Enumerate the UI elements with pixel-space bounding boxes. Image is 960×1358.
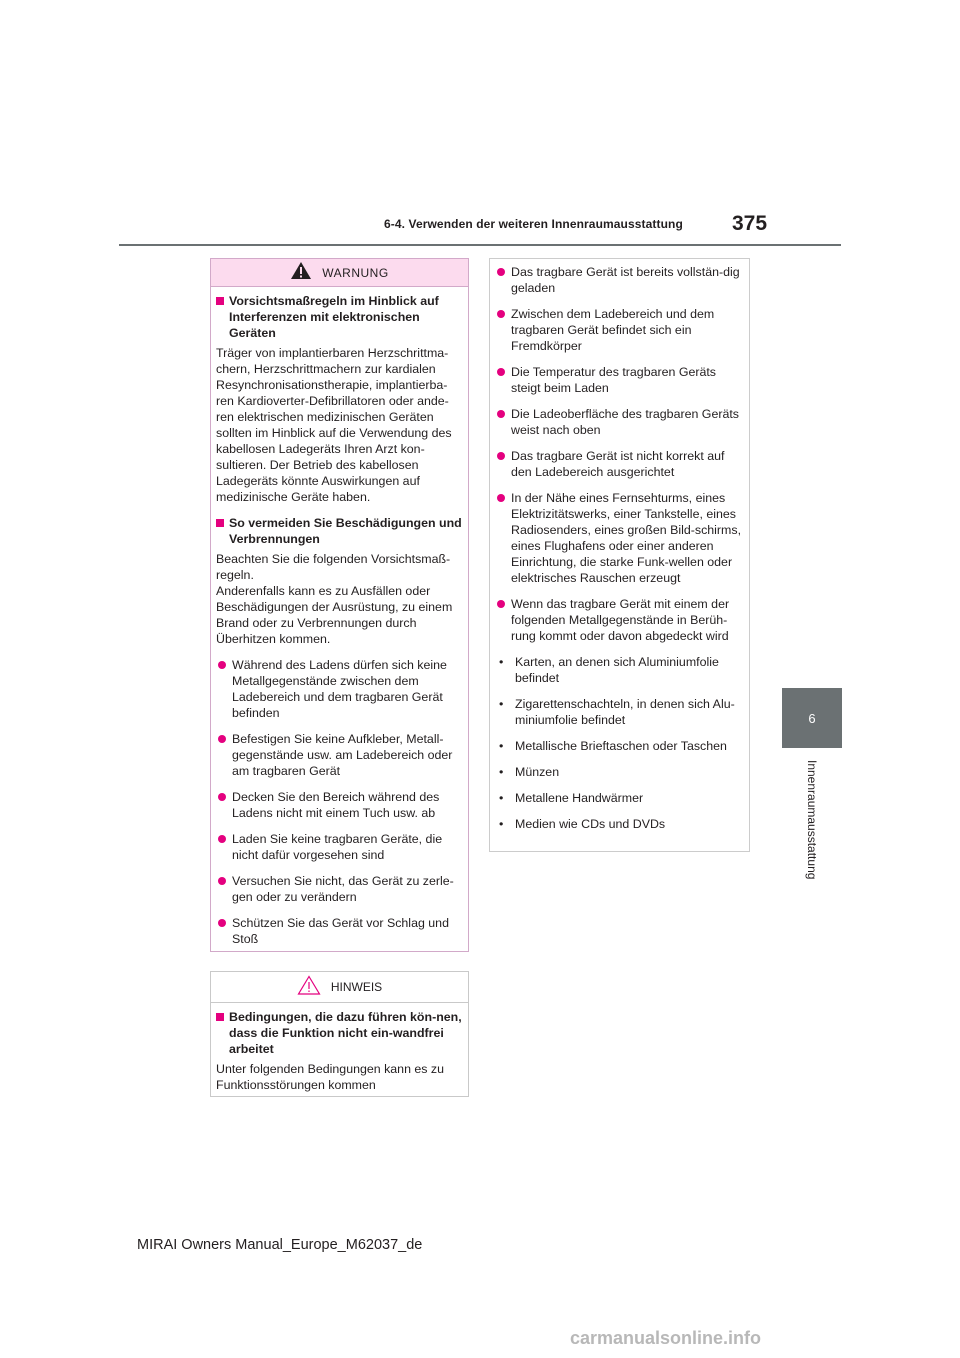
list-item: Decken Sie den Bereich während des Ladens nicht mit einem Tuch usw. ab	[216, 789, 462, 821]
dot-bullet-icon	[497, 310, 505, 318]
footer-text: MIRAI Owners Manual_Europe_M62037_de	[137, 1237, 423, 1253]
sub-list-item: • Medien wie CDs und DVDs	[499, 817, 666, 831]
chapter-label: Innenraumausstattung	[805, 760, 819, 880]
notice-box	[210, 971, 469, 1097]
list-item: Laden Sie keine tragbaren Geräte, die nicht dafür vorgesehen sind	[216, 831, 462, 863]
conditions-box	[489, 258, 750, 852]
dot-bullet-icon	[497, 452, 505, 460]
list-item: Während des Ladens dürfen sich keine Metallgegenstände zwischen dem Ladebereich und dem tragbaren Gerät befinden	[216, 657, 462, 721]
square-bullet-icon	[216, 297, 224, 305]
sub-list-item: • Münzen	[499, 765, 560, 779]
list-item: Das tragbare Gerät ist bereits vollstän-dig geladen	[495, 264, 743, 296]
notice-paragraph: Unter folgenden Bedingungen kann es zu Funktionsstörungen kommen	[216, 1062, 445, 1092]
dot-bullet-icon	[218, 735, 226, 743]
warning-title: WARNUNG	[322, 265, 389, 280]
dot-bullet-icon	[497, 368, 505, 376]
dot-bullet-icon	[218, 877, 226, 885]
square-bullet-icon	[216, 1013, 224, 1021]
list-item: Die Ladeoberfläche des tragbaren Geräts weist nach oben	[495, 406, 743, 438]
warning-paragraph: Beachten Sie die folgenden Vorsichtsmaß-regeln. Anderenfalls kann es zu Ausfällen oder Beschädigungen der Ausrüstung, zu einem Brand oder zu Verbrennungen durch Überhitzen kommen.	[216, 552, 453, 646]
dot-bullet-icon	[497, 600, 505, 608]
dot-bullet-icon	[218, 835, 226, 843]
list-item: Die Temperatur des tragbaren Geräts steigt beim Laden	[495, 364, 743, 396]
dot-bullet-icon	[218, 661, 226, 669]
notice-heading: Bedingungen, die dazu führen kön-nen, dass die Funktion nicht ein-wandfrei arbeitet	[216, 1009, 462, 1057]
header-divider	[119, 244, 841, 246]
sub-list-item: • Karten, an denen sich Aluminiumfolie befindet	[499, 655, 719, 685]
list-item: Zwischen dem Ladebereich und dem tragbaren Gerät befindet sich ein Fremdkörper	[495, 306, 743, 354]
list-item: Wenn das tragbare Gerät mit einem der folgenden Metallgegenstände in Berüh-rung kommt oder davon abgedeckt wird	[495, 596, 743, 644]
section-title: 6-4. Verwenden der weiteren Innenraumausstattung	[384, 217, 683, 231]
chapter-number: 6	[808, 710, 816, 726]
dot-bullet-icon	[218, 793, 226, 801]
dot-bullet-icon	[218, 919, 226, 927]
square-bullet-icon	[216, 519, 224, 527]
chapter-tab[interactable]	[782, 688, 842, 748]
sub-list-item: • Metallische Brieftaschen oder Taschen	[499, 739, 727, 753]
dot-bullet-icon	[497, 268, 505, 276]
notice-header	[211, 972, 468, 1003]
list-item: In der Nähe eines Fernsehturms, eines Elektrizitätswerks, einer Tankstelle, eines Radiosenders, eines großen Bild-schirms, eines Flughafens oder einer anderen Einrichtung, die starke Funk-wellen oder elektrisches Rauschen erzeugt	[495, 490, 743, 586]
list-item: Versuchen Sie nicht, das Gerät zu zerle-gen oder zu verändern	[216, 873, 462, 905]
warning-triangle-icon	[290, 261, 312, 284]
warning-heading-damage: So vermeiden Sie Beschädigungen und Verbrennungen	[216, 515, 462, 547]
dot-bullet-icon	[497, 494, 505, 502]
sub-list-item: • Zigarettenschachteln, in denen sich Alu-miniumfolie befindet	[499, 697, 735, 727]
watermark[interactable]: carmanualsonline.info	[570, 1328, 762, 1348]
warning-box	[210, 258, 469, 952]
warning-heading-interference: Vorsichtsmaßregeln im Hinblick auf Interferenzen mit elektronischen Geräten	[216, 293, 462, 341]
sub-list-item: • Metallene Handwärmer	[499, 791, 644, 805]
page-number: 375	[732, 212, 768, 235]
warning-header	[211, 259, 468, 287]
list-item: Das tragbare Gerät ist nicht korrekt auf den Ladebereich ausgerichtet	[495, 448, 743, 480]
notice-title: HINWEIS	[330, 980, 383, 994]
dot-bullet-icon	[497, 410, 505, 418]
list-item: Schützen Sie das Gerät vor Schlag und Stoß	[216, 915, 462, 947]
warning-paragraph: Träger von implantierbaren Herzschrittma-chern, Herzschrittmachern zur kardialen Resynchronisationstherapie, implantierba-ren Kardioverter-Defibrillatoren oder ande-ren elektrischen medizinischen Geräten sollten im Hinblick auf die Verwendung des kabellosen Ladegeräts Ihren Arzt kon-sultieren. Der Betrieb des kabellosen Ladegeräts könnte Auswirkungen auf medizinische Geräte haben.	[216, 346, 452, 504]
caution-triangle-icon	[297, 975, 321, 999]
list-item: Befestigen Sie keine Aufkleber, Metall-gegenstände usw. am Ladebereich oder am tragbaren Gerät	[216, 731, 462, 779]
